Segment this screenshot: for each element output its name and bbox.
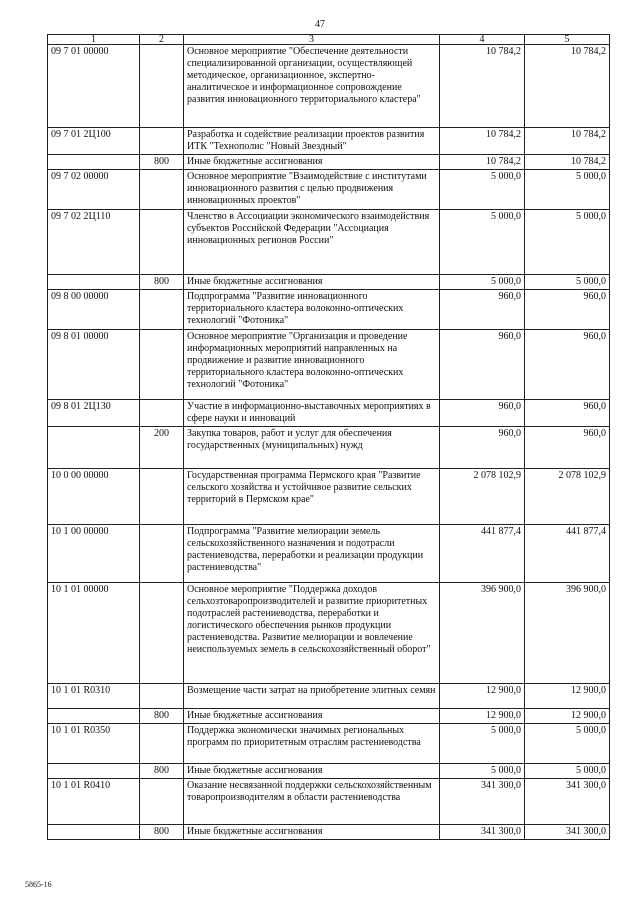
row-amount-2017: 2 078 102,9 [440,469,525,525]
table-row [48,684,610,709]
row-expense-type: 800 [140,709,184,724]
row-expense-type: 800 [140,825,184,840]
row-code: 09 7 01 2Ц100 [48,128,140,155]
row-name: Иные бюджетные ассигнования [184,764,440,779]
row-amount-2017: 5 000,0 [440,275,525,290]
table-row [48,290,610,330]
row-expense-type [140,170,184,210]
row-amount-2017: 341 300,0 [440,825,525,840]
row-code [48,709,140,724]
table-row [48,155,610,170]
row-code: 09 8 00 00000 [48,290,140,330]
row-name: Государственная программа Пермского края "Развитие сельского хозяйства и устойчивое развитие сельских территорий в Пермском крае" [184,469,440,525]
row-name: Закупка товаров, работ и услуг для обеспечения государственных (муниципальных) нужд [184,427,440,469]
row-code: 10 1 00 00000 [48,525,140,583]
row-code: 09 8 01 2Ц130 [48,400,140,427]
row-amount-2017: 396 900,0 [440,583,525,684]
row-expense-type [140,210,184,275]
table-row [48,210,610,275]
row-name: Разработка и содействие реализации проектов развития ИТК "Технополис "Новый Звездный" [184,128,440,155]
row-amount-2017: 12 900,0 [440,709,525,724]
row-amount-2017: 10 784,2 [440,45,525,128]
row-name: Оказание несвязанной поддержки сельскохозяйственным товаропроизводителям в области растениеводства [184,779,440,825]
row-expense-type: 800 [140,155,184,170]
row-name: Иные бюджетные ассигнования [184,155,440,170]
row-amount-2017: 5 000,0 [440,724,525,764]
table-row [48,779,610,825]
row-code: 10 0 00 00000 [48,469,140,525]
row-code: 09 7 02 00000 [48,170,140,210]
header-cell-2: 2 [140,35,184,45]
row-code: 09 7 02 2Ц110 [48,210,140,275]
row-code: 10 1 01 00000 [48,583,140,684]
header-cell-5: 5 [525,35,610,45]
row-name: Иные бюджетные ассигнования [184,709,440,724]
footer-code: 5865-16 [25,880,52,889]
row-amount-2017: 10 784,2 [440,128,525,155]
row-amount-2018: 5 000,0 [525,210,610,275]
row-amount-2018: 12 900,0 [525,684,610,709]
table-row [48,709,610,724]
row-expense-type [140,330,184,400]
row-expense-type [140,724,184,764]
row-name: Основное мероприятие "Взаимодействие с институтами инновационного развития с целью продвижения инновационных проектов" [184,170,440,210]
row-expense-type [140,525,184,583]
row-expense-type [140,290,184,330]
row-amount-2018: 12 900,0 [525,709,610,724]
row-amount-2018: 5 000,0 [525,170,610,210]
table-row [48,330,610,400]
row-expense-type [140,779,184,825]
row-code: 10 1 01 R0310 [48,684,140,709]
table-row [48,525,610,583]
row-amount-2018: 2 078 102,9 [525,469,610,525]
row-code: 09 8 01 00000 [48,330,140,400]
row-code [48,764,140,779]
row-name: Участие в информационно-выставочных мероприятиях в сфере науки и инноваций [184,400,440,427]
row-name: Членство в Ассоциации экономического взаимодействия субъектов Российской Федерации "Ассоциация инновационных регионов России" [184,210,440,275]
row-amount-2018: 441 877,4 [525,525,610,583]
row-name: Подпрограмма "Развитие мелиорации земель сельскохозяйственного назначения и подотрасли растениеводства, переработки и реализации продукции растениеводства" [184,525,440,583]
row-expense-type: 800 [140,275,184,290]
table-row [48,825,610,840]
row-name: Основное мероприятие "Поддержка доходов сельхозтоваропроизводителей и развитие приоритетных подотраслей растениеводства, переработки и логистического обеспечения рынков продукции растениеводства. Развитие мелиорации и вовлечение неиспользуемых земель в сельскохозяйственный оборот" [184,583,440,684]
row-code [48,427,140,469]
row-amount-2018: 341 300,0 [525,825,610,840]
row-expense-type [140,684,184,709]
header-cell-1: 1 [48,35,140,45]
row-code: 10 1 01 R0350 [48,724,140,764]
table-row [48,170,610,210]
header-row [48,35,610,45]
budget-table [47,34,610,840]
row-expense-type [140,128,184,155]
row-expense-type [140,45,184,128]
row-name: Основное мероприятие "Организация и проведение информационных мероприятий направленных на продвижение и развитие инновационного территориального кластера волоконно-оптических технологий "Фотоника" [184,330,440,400]
row-code [48,155,140,170]
row-amount-2017: 5 000,0 [440,764,525,779]
row-amount-2018: 960,0 [525,330,610,400]
header-cell-4: 4 [440,35,525,45]
row-code: 09 7 01 00000 [48,45,140,128]
page-number: 47 [315,19,325,30]
row-amount-2018: 10 784,2 [525,155,610,170]
row-expense-type: 200 [140,427,184,469]
row-amount-2018: 396 900,0 [525,583,610,684]
row-amount-2018: 10 784,2 [525,128,610,155]
row-amount-2017: 960,0 [440,400,525,427]
row-amount-2017: 5 000,0 [440,170,525,210]
table-row [48,469,610,525]
row-expense-type [140,583,184,684]
row-name: Основное мероприятие "Обеспечение деятельности специализированной организации, осуществляющей методическое, организационное, экспертно-аналитическое и информационное сопровождение развития инновационного территориального кластера" [184,45,440,128]
row-name: Иные бюджетные ассигнования [184,275,440,290]
table-row [48,128,610,155]
row-expense-type: 800 [140,764,184,779]
row-name: Иные бюджетные ассигнования [184,825,440,840]
row-code: 10 1 01 R0410 [48,779,140,825]
row-amount-2017: 5 000,0 [440,210,525,275]
row-amount-2018: 960,0 [525,400,610,427]
row-amount-2018: 5 000,0 [525,724,610,764]
row-amount-2018: 960,0 [525,290,610,330]
row-expense-type [140,469,184,525]
table-row [48,427,610,469]
row-amount-2017: 10 784,2 [440,155,525,170]
row-amount-2018: 5 000,0 [525,275,610,290]
row-amount-2017: 12 900,0 [440,684,525,709]
table-row [48,400,610,427]
row-amount-2017: 441 877,4 [440,525,525,583]
row-amount-2018: 341 300,0 [525,779,610,825]
row-code [48,825,140,840]
row-amount-2017: 960,0 [440,427,525,469]
row-amount-2017: 960,0 [440,290,525,330]
row-amount-2018: 10 784,2 [525,45,610,128]
table-row [48,275,610,290]
row-amount-2017: 960,0 [440,330,525,400]
table-row [48,45,610,128]
row-name: Поддержка экономически значимых региональных программ по приоритетным отраслям растениеводства [184,724,440,764]
row-amount-2017: 341 300,0 [440,779,525,825]
row-code [48,275,140,290]
row-expense-type [140,400,184,427]
table-row [48,764,610,779]
row-amount-2018: 5 000,0 [525,764,610,779]
row-name: Возмещение части затрат на приобретение элитных семян [184,684,440,709]
row-name: Подпрограмма "Развитие инновационного территориального кластера волоконно-оптических технологий "Фотоника" [184,290,440,330]
table-row [48,724,610,764]
header-cell-3: 3 [184,35,440,45]
row-amount-2018: 960,0 [525,427,610,469]
table-row [48,583,610,684]
